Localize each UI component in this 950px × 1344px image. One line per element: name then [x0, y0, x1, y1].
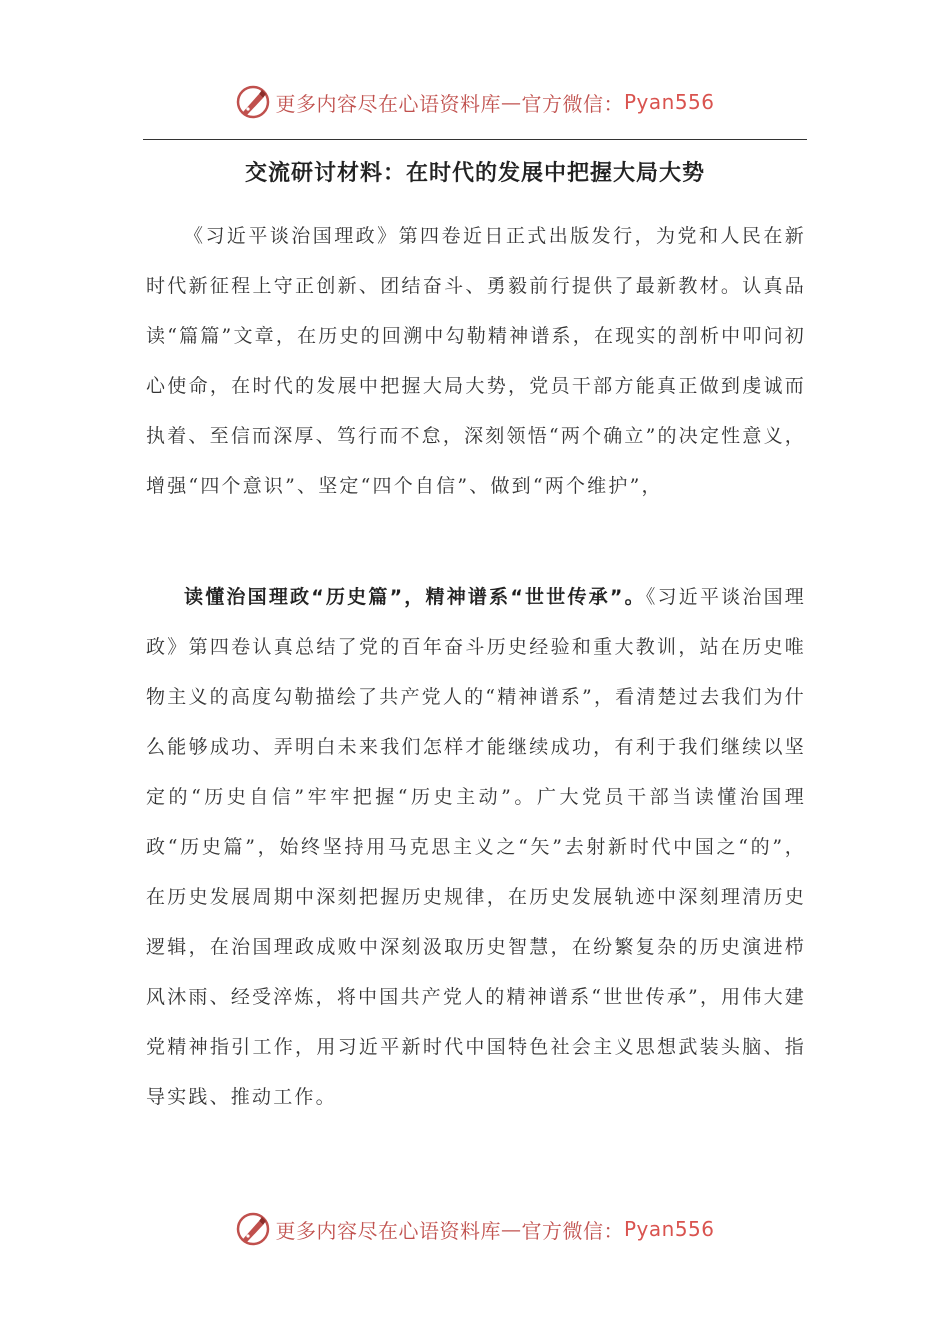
footer-banner [0, 1209, 950, 1249]
paragraph-history [146, 572, 806, 1122]
paragraph-body: 《习近平谈治国理政》第四卷近日正式出版发行，为党和人民在新时代新征程上守正创新、团结奋斗、勇毅前行提供了最新教材。认真品读“篇篇”文章，在历史的回溯中勾勒精神谱系，在现实的剖析中叩问初心使命，在时代的发展中把握大局大势，党员干部方能真正做到虔诚而执着、至信而深厚、笃行而不怠，深刻领悟“两个确立”的决定性意义，增强“四个意识”、坚定“四个自信”、做到“两个维护”， [146, 225, 806, 497]
banner-separator: — [500, 1217, 522, 1241]
banner-contact-id: Pyan556 [623, 90, 715, 114]
header-divider [143, 139, 807, 140]
banner-separator: — [500, 90, 522, 114]
banner-text: 更多内容尽在心语资料库 [275, 91, 501, 116]
banner-contact-label: 官方微信： [521, 1218, 624, 1243]
paragraph-lead: 读懂治国理政“历史篇”，精神谱系“世世传承”。 [184, 586, 646, 608]
pen-logo-icon [235, 1211, 271, 1247]
banner-contact-id: Pyan556 [623, 1217, 715, 1241]
pen-logo-icon [235, 84, 271, 120]
paragraph-body: 《习近平谈治国理政》第四卷认真总结了党的百年奋斗历史经验和重大教训，站在历史唯物主义的高度勾勒描绘了共产党人的“精神谱系”，看清楚过去我们为什么能够成功、弄明白未来我们怎样才能继续成功，有利于我们继续以坚定的“历史自信”牢牢把握“历史主动”。广大党员干部当读懂治国理政“历史篇”，始终坚持用马克思主义之“矢”去射新时代中国之“的”，在历史发展周期中深刻把握历史规律，在历史发展轨迹中深刻理清历史逻辑，在治国理政成败中深刻汲取历史智慧，在纷繁复杂的历史演进栉风沐雨、经受淬炼，将中国共产党人的精神谱系“世世传承”，用伟大建党精神指引工作，用习近平新时代中国特色社会主义思想武装头脑、指导实践、推动工作。 [146, 586, 806, 1108]
paragraph-intro [146, 211, 806, 511]
banner-text: 更多内容尽在心语资料库 [275, 1218, 501, 1243]
header-banner [0, 82, 950, 122]
banner-contact-label: 官方微信： [521, 91, 624, 116]
document-title: 交流研讨材料：在时代的发展中把握大局大势 [244, 161, 705, 186]
